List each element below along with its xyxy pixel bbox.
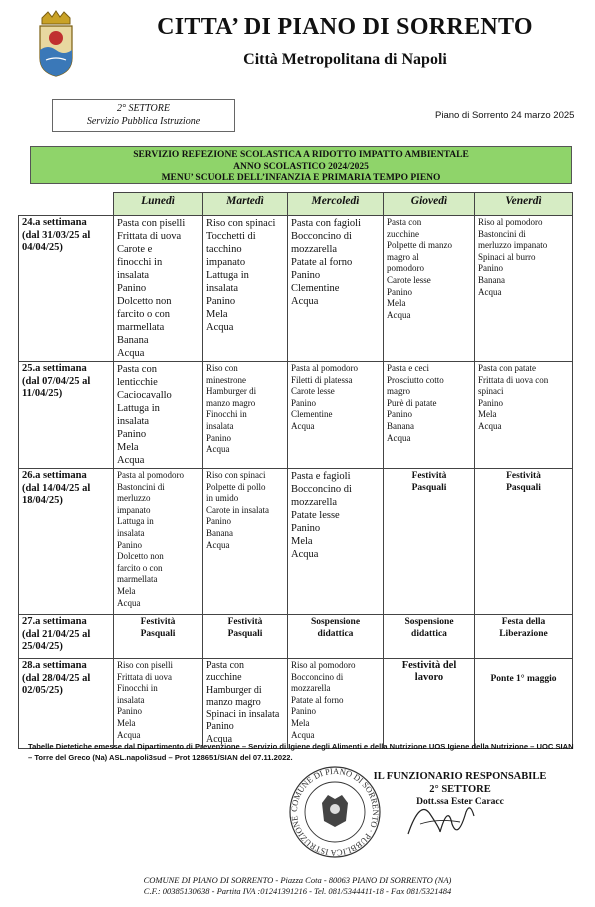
menu-table	[18, 192, 573, 749]
signatory-sector: 2° SETTORE	[429, 783, 491, 795]
stamp-text: COMUNE DI PIANO DI SORRENTO · PUBBLICA ISTRUZIONE	[288, 765, 382, 859]
dietary-tables-note: Tabelle Dietetiche emesse dal Dipartimento di Prevenzione – Servizio di Igiene degli Alimenti e della Nutrizione UOS Igiene della Nutrizione – UOC SIAN – Torre del Greco (Na) ASL.napoli3sud – Prot 128651/SIAN del 07.11.2022.	[28, 742, 574, 762]
day-header-wednesday: Mercoledì	[288, 193, 384, 216]
menu-cell: Pasta con fagioli Bocconcino di mozzarella Patate al forno Panino Clementine Acqua	[291, 218, 361, 307]
menu-cell: Pasta e ceci Prosciutto cotto magro Purè di patate Panino Banana Acqua	[387, 363, 444, 443]
week-label: 26.a settimana (dal 14/04/25 al 18/04/25)	[22, 470, 91, 506]
menu-cell: Riso con minestrone Hamburger di manzo magro Finocchi in insalata Panino Acqua	[206, 363, 257, 455]
banner-line-3: MENU’ SCUOLE DELL’INFANZIA E PRIMARIA TEMPO PIENO	[161, 173, 441, 183]
table-row	[19, 469, 573, 615]
page-title: CITTA’ DI PIANO DI SORRENTO	[157, 14, 533, 40]
table-row	[19, 362, 573, 469]
day-header-monday: Lunedì	[114, 193, 203, 216]
holiday-cell: Sospensione didattica	[310, 617, 361, 639]
day-header-tuesday: Martedì	[203, 193, 288, 216]
menu-cell: Pasta e fagioli Bocconcino di mozzarella Patate lesse Panino Mela Acqua	[291, 471, 352, 560]
holiday-cell: Festa della Liberazione	[499, 617, 548, 639]
holiday-cell: Festività Pasquali	[227, 617, 263, 639]
menu-cell: Pasta con patate Frittata di uova con spinaci Panino Mela Acqua	[478, 363, 549, 431]
footer-address: COMUNE DI PIANO DI SORRENTO - Piazza Cota - 80063 PIANO DI SORRENTO (NA)	[143, 875, 452, 885]
holiday-cell: Festività Pasquali	[140, 617, 176, 639]
menu-cell: Pasta con zucchine Hamburger di manzo magro Spinaci in insalata Panino Acqua	[206, 660, 280, 745]
week-label: 28.a settimana (dal 28/04/25 al 02/05/25)	[22, 660, 91, 696]
department-sector: 2° SETTORE	[117, 103, 170, 114]
week-label: 25.a settimana (dal 07/04/25 al 11/04/25)	[22, 363, 91, 399]
day-header-friday: Venerdì	[475, 193, 573, 216]
menu-cell: Riso al pomodoro Bastoncini di merluzzo impanato Spinaci al burro Panino Banana Acqua	[478, 217, 548, 297]
menu-cell: Pasta al pomodoro Bastoncini di merluzzo impanato Lattuga in insalata Panino Dolcetto non farcito o con marmellata Mela Acqua	[117, 470, 184, 608]
table-header-row	[19, 193, 573, 216]
menu-cell: Pasta con zucchine Polpette di manzo magro al pomodoro Carote lesse Panino Mela Acqua	[387, 217, 452, 320]
department-service: Servizio Pubblica Istruzione	[86, 116, 201, 127]
week-label: 24.a settimana (dal 31/03/25 al 04/04/25)	[22, 217, 91, 253]
holiday-cell: Festività Pasquali	[411, 471, 447, 493]
menu-cell: Pasta con lenticchie Caciocavallo Lattuga in insalata Panino Mela Acqua	[117, 364, 172, 466]
holiday-cell: Festività del lavoro	[401, 660, 457, 683]
city-crest-logo	[36, 10, 76, 78]
week-label: 27.a settimana (dal 21/04/25 al 25/04/25)	[22, 616, 91, 652]
footer-contacts: C.F.: 00385130638 - Partita IVA :01241391216 - Tel. 081/5344411-18 - Fax 081/5321484	[143, 886, 452, 896]
table-row	[19, 216, 573, 362]
menu-cell: Pasta al pomodoro Filetti di platessa Carote lesse Panino Clementine Acqua	[291, 363, 358, 431]
menu-cell: Riso con spinaci Polpette di pollo in umido Carote in insalata Panino Banana Acqua	[206, 470, 269, 550]
menu-cell: Riso al pomodoro Bocconcino di mozzarella Patate al forno Panino Mela Acqua	[291, 660, 356, 740]
holiday-cell: Ponte 1° maggio	[490, 674, 557, 684]
holiday-cell: Festività Pasquali	[506, 471, 541, 493]
menu-banner	[30, 146, 572, 184]
document-date: Piano di Sorrento 24 marzo 2025	[435, 110, 575, 121]
table-row	[19, 615, 573, 659]
signatory-name: Dott.ssa Ester Caracc	[416, 797, 504, 807]
table-corner	[19, 193, 114, 216]
banner-line-1: SERVIZIO REFEZIONE SCOLASTICA A RIDOTTO IMPATTO AMBIENTALE	[133, 150, 469, 160]
department-box	[52, 99, 235, 132]
menu-cell: Riso con piselli Frittata di uova Finocchi in insalata Panino Mela Acqua	[117, 660, 173, 740]
menu-cell: Riso con spinaci Tocchetti di tacchino impanato Lattuga in insalata Panino Mela Acqua	[206, 218, 276, 333]
day-header-thursday: Giovedì	[384, 193, 475, 216]
banner-line-2: ANNO SCOLASTICO 2024/2025	[233, 161, 369, 172]
signatory-role: IL FUNZIONARIO RESPONSABILE	[373, 771, 547, 782]
menu-cell: Pasta con piselli Frittata di uova Carote e finocchi in insalata Panino Dolcetto non farcito o con marmellata Banana Acqua	[117, 218, 186, 359]
holiday-cell: Sospensione didattica	[404, 617, 454, 639]
page-subtitle: Città Metropolitana di Napoli	[243, 51, 447, 68]
table-row	[19, 659, 573, 749]
handwritten-signature	[400, 794, 480, 844]
